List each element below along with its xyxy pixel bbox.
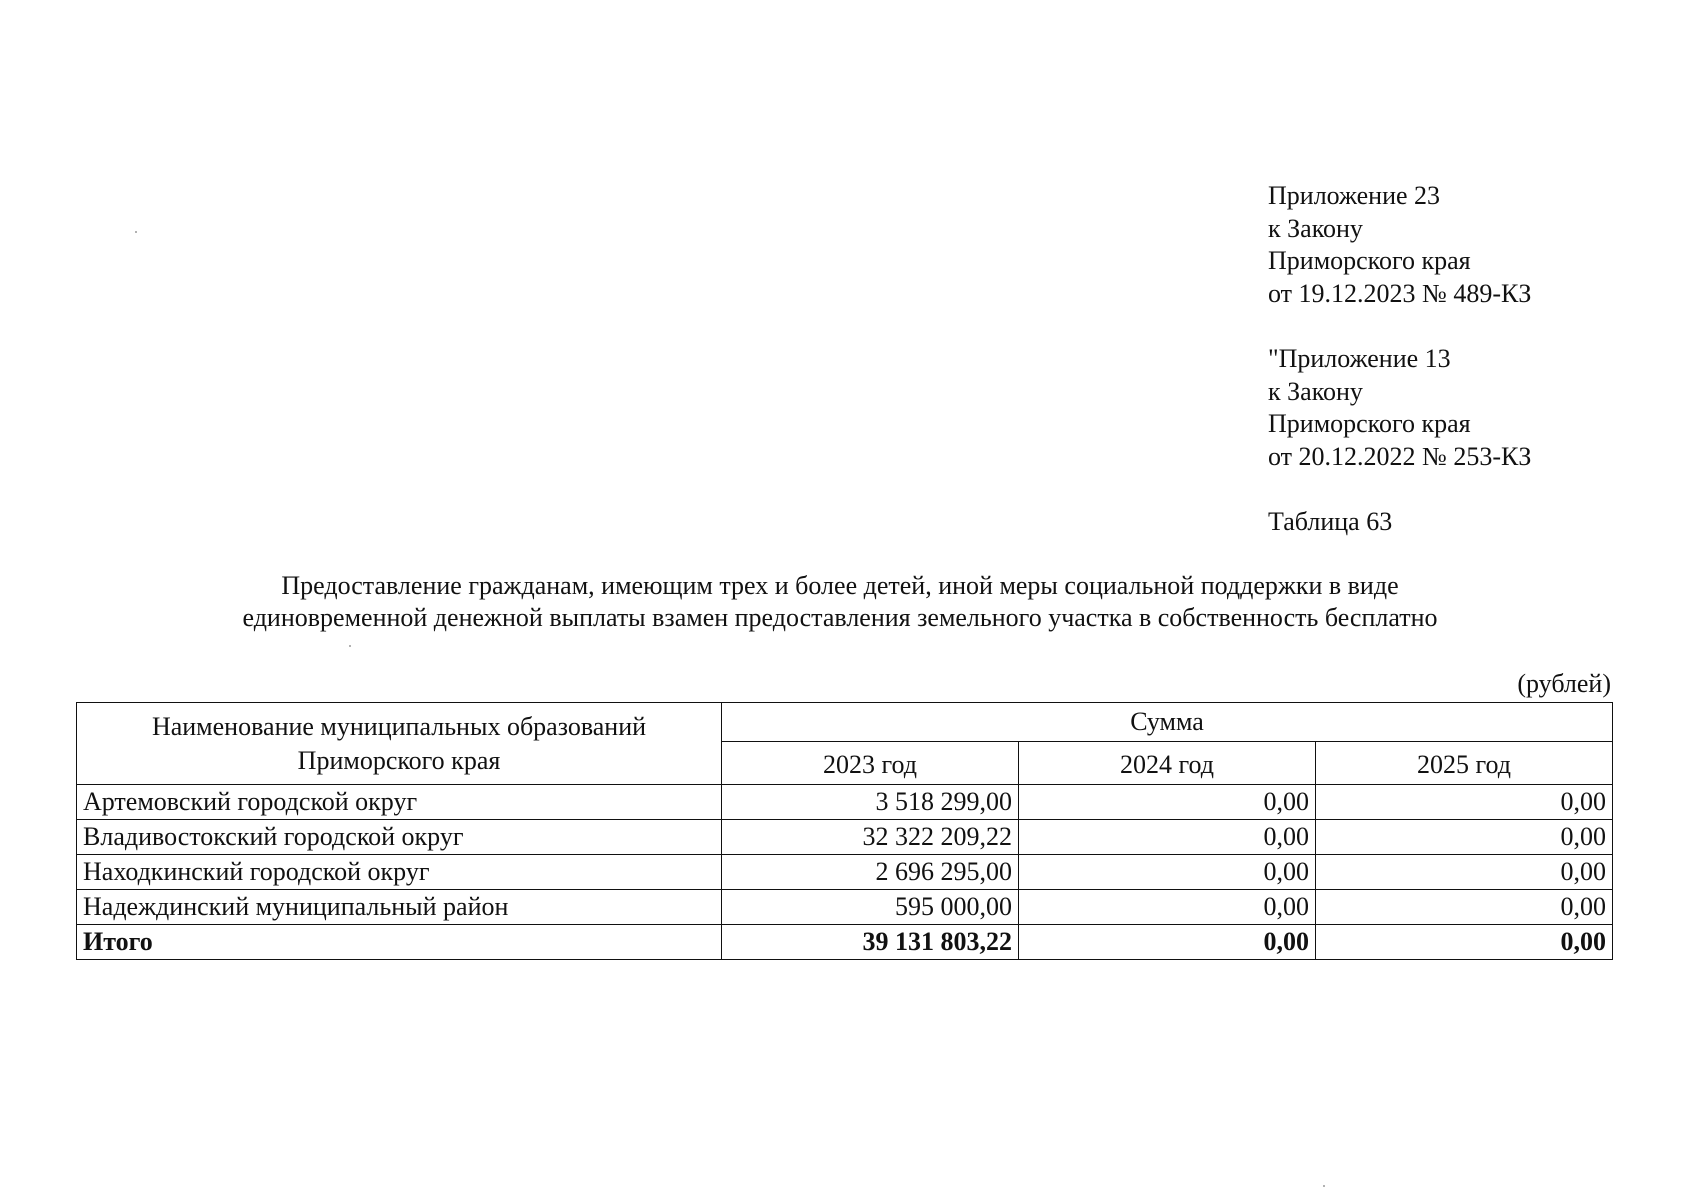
appendix-law-ref: к Закону: [1268, 213, 1363, 243]
scan-speck: [1323, 1185, 1325, 1187]
amount-2023: 3 518 299,00: [722, 785, 1019, 820]
amount-2024: 0,00: [1019, 820, 1316, 855]
table-number: Таблица 63: [1268, 507, 1393, 536]
scan-speck: [349, 645, 351, 647]
total-2024: 0,00: [1019, 925, 1316, 960]
table-row: [77, 890, 1613, 925]
amended-appendix-title: "Приложение 13: [1268, 344, 1451, 373]
header-year-2025: 2025 год: [1316, 742, 1613, 785]
document-title: [70, 570, 1610, 634]
amended-appendix-law-ref: к Закону: [1268, 376, 1363, 406]
municipality-name: Находкинский городской округ: [77, 855, 722, 890]
amended-appendix-date-number: от 20.12.2022 № 253-КЗ: [1268, 441, 1532, 471]
amount-2025: 0,00: [1316, 785, 1613, 820]
amount-2023: 595 000,00: [722, 890, 1019, 925]
total-2025: 0,00: [1316, 925, 1613, 960]
scan-speck: [135, 231, 137, 233]
header-year-2024: 2024 год: [1019, 742, 1316, 785]
document-title-line: единовременной денежной выплаты взамен предоставления земельного участка в собственность бесплатно: [242, 603, 1438, 632]
amount-2023: 32 322 209,22: [722, 820, 1019, 855]
amount-2025: 0,00: [1316, 890, 1613, 925]
total-label: Итого: [77, 925, 722, 960]
header-municipality: [77, 703, 722, 785]
amount-2025: 0,00: [1316, 820, 1613, 855]
table-total-row: [77, 925, 1613, 960]
municipality-name: Надеждинский муниципальный район: [77, 890, 722, 925]
appendix-date-number: от 19.12.2023 № 489-КЗ: [1268, 278, 1532, 308]
amount-2024: 0,00: [1019, 890, 1316, 925]
header-year-2023: 2023 год: [722, 742, 1019, 785]
amount-2024: 0,00: [1019, 855, 1316, 890]
appendix-region: Приморского края: [1268, 246, 1471, 275]
municipality-name: Владивостокский городской округ: [77, 820, 722, 855]
municipality-name: Артемовский городской округ: [77, 785, 722, 820]
appendix-reference-current: [1268, 180, 1531, 310]
amount-2025: 0,00: [1316, 855, 1613, 890]
header-municipality-line: Наименование муниципальных образований: [151, 711, 647, 741]
table-row: [77, 855, 1613, 890]
table-row: [77, 785, 1613, 820]
appendix-title: Приложение 23: [1268, 181, 1441, 210]
units-label: (рублей): [1517, 669, 1611, 698]
amount-2024: 0,00: [1019, 785, 1316, 820]
header-sum: Сумма: [722, 703, 1613, 742]
document-title-line: Предоставление гражданам, имеющим трех и более детей, иной меры социальной поддержки в виде: [281, 571, 1399, 600]
total-2023: 39 131 803,22: [722, 925, 1019, 960]
amount-2023: 2 696 295,00: [722, 855, 1019, 890]
header-municipality-line: Приморского края: [297, 745, 501, 775]
amended-appendix-region: Приморского края: [1268, 409, 1471, 438]
table-row: [77, 820, 1613, 855]
allocation-table: [76, 702, 1613, 960]
appendix-reference-amended: [1268, 343, 1531, 473]
